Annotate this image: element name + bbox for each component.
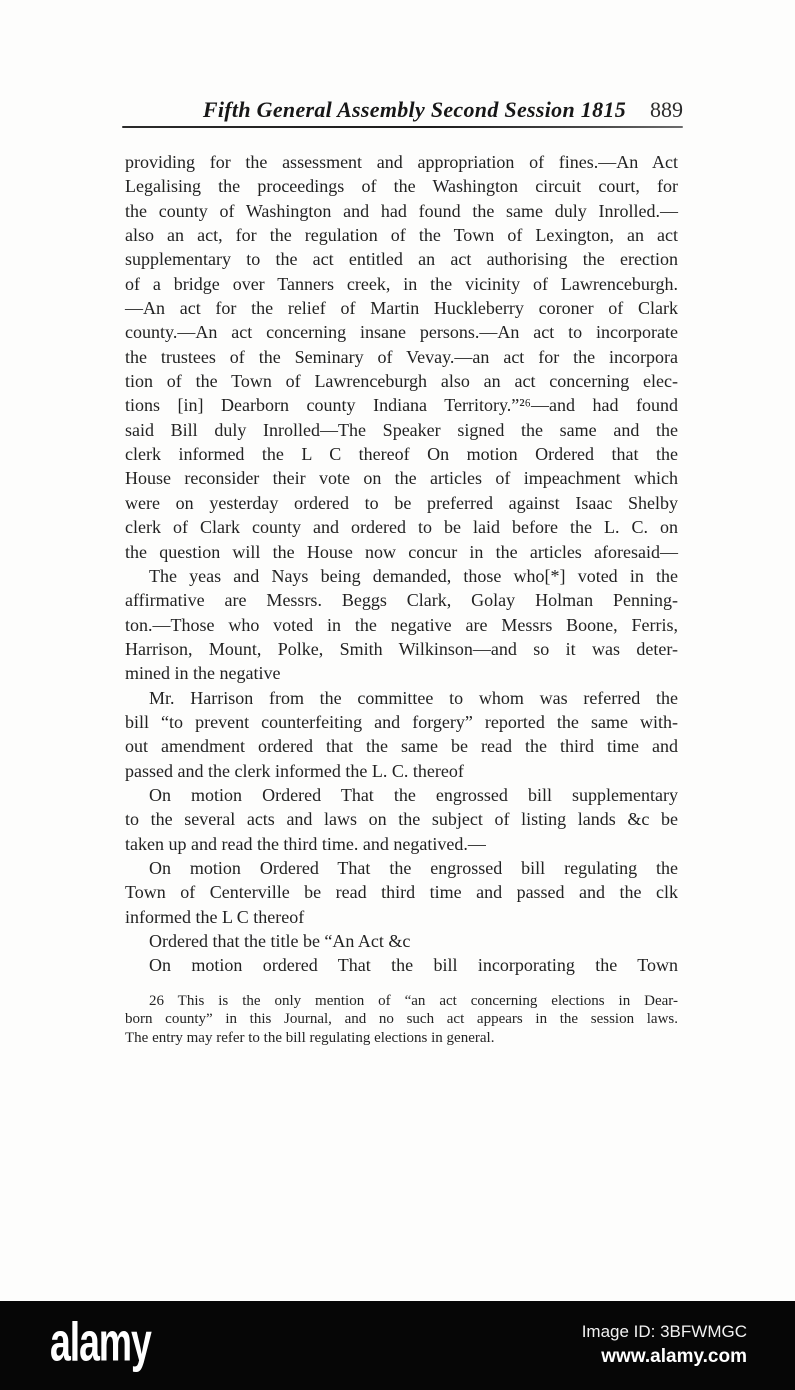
text-line: On motion Ordered That the engrossed bill regulating the	[149, 857, 678, 878]
alamy-website-label: www.alamy.com	[601, 1345, 747, 1367]
text-line: tion of the Town of Lawrenceburgh also an act concerning elec-	[125, 371, 678, 392]
text-line: On motion Ordered That the engrossed bill supplementary	[149, 784, 678, 805]
text-line: Legalising the proceedings of the Washington circuit court, for	[125, 176, 678, 197]
text-line: taken up and read the third time. and negatived.—	[125, 833, 486, 854]
alamy-watermark-bar	[0, 1301, 795, 1390]
text-line: House reconsider their vote on the articles of impeachment which	[125, 468, 678, 489]
text-line: ton.—Those who voted in the negative are Messrs Boone, Ferris,	[125, 614, 678, 635]
text-line: 26 This is the only mention of “an act concerning elections in Dear-	[149, 993, 678, 1009]
text-line: also an act, for the regulation of the Town of Lexington, an act	[125, 225, 678, 246]
text-line: Harrison, Mount, Polke, Smith Wilkinson—and so it was deter-	[125, 638, 678, 659]
text-line: On motion ordered That the bill incorporating the Town	[149, 955, 678, 976]
alamy-info	[582, 1322, 747, 1368]
running-header	[125, 97, 683, 123]
text-line: The yeas and Nays being demanded, those who[*] voted in the	[149, 565, 678, 586]
text-line: said Bill duly Inrolled—The Speaker signed the same and the	[125, 419, 678, 440]
text-line: of a bridge over Tanners creek, in the vicinity of Lawrenceburgh.	[125, 273, 678, 294]
text-line: born county” in this Journal, and no such act appears in the session laws.	[125, 1011, 678, 1028]
text-line: county.—An act concerning insane persons.—An act to incorporate	[125, 322, 678, 343]
text-line: The entry may refer to the bill regulating elections in general.	[125, 1029, 495, 1046]
text-line: passed and the clerk informed the L. C. thereof	[125, 760, 464, 781]
text-line: mined in the negative	[125, 663, 281, 684]
body-text-column	[125, 150, 678, 978]
text-line: Town of Centerville be read third time and passed and the clk	[125, 882, 678, 903]
text-line: the county of Washington and had found the same duly Inrolled.—	[125, 200, 678, 221]
text-line: providing for the assessment and appropriation of fines.—An Act	[125, 152, 678, 172]
text-line: tions [in] Dearborn county Indiana Territory.”²⁶—and had found	[125, 395, 678, 416]
text-line: bill “to prevent counterfeiting and forgery” reported the same with-	[125, 711, 678, 732]
text-line: affirmative are Messrs. Beggs Clark, Golay Holman Penning-	[125, 590, 678, 611]
page-number: 889	[650, 97, 683, 122]
header-rule	[122, 126, 683, 128]
text-line: the trustees of the Seminary of Vevay.—an act for the incorpora	[125, 346, 678, 367]
text-line: Mr. Harrison from the committee to whom was referred the	[149, 687, 678, 708]
text-line: out amendment ordered that the same be read the third time and	[125, 736, 678, 757]
text-line: supplementary to the act entitled an act authorising the erection	[125, 249, 678, 270]
text-line: were on yesterday ordered to be preferred against Isaac Shelby	[125, 492, 678, 513]
running-header-title: Fifth General Assembly Second Session 1815	[202, 97, 626, 122]
text-line: clerk of Clark county and ordered to be laid before the L. C. on	[125, 517, 678, 538]
alamy-logo: alamy	[50, 1311, 151, 1373]
footnote-block	[125, 992, 678, 1047]
text-line: the question will the House now concur in the articles aforesaid—	[125, 541, 678, 562]
text-line: Ordered that the title be “An Act &c	[149, 931, 411, 951]
image-id-label: Image ID: 3BFWMGC	[581, 1322, 747, 1342]
text-line: clerk informed the L C thereof On motion Ordered that the	[125, 444, 678, 465]
text-line: to the several acts and laws on the subject of listing lands &c be	[125, 809, 678, 830]
text-line: —An act for the relief of Martin Huckleberry coroner of Clark	[125, 298, 678, 319]
text-line: informed the L C thereof	[125, 906, 305, 927]
